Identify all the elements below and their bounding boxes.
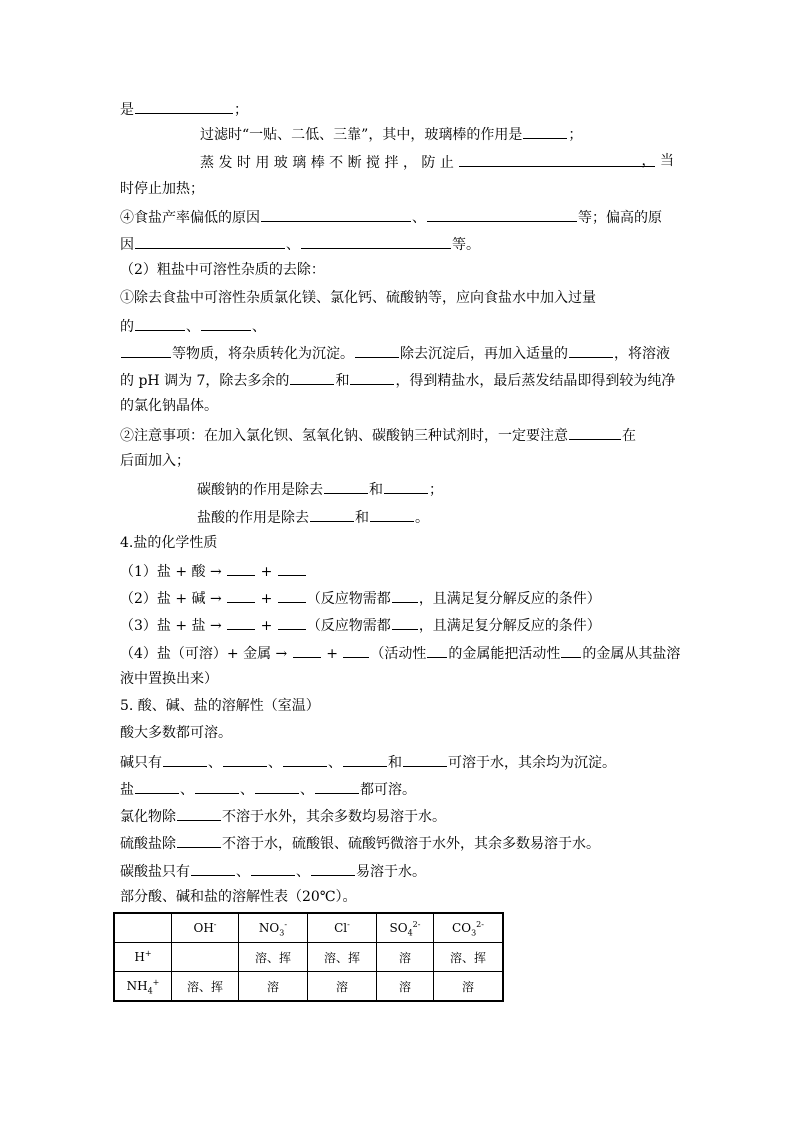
table-row-header: $NH_4^+$ (114, 972, 172, 1002)
text: 酸大多数都可溶。 (120, 725, 232, 741)
answer-blank[interactable] (343, 643, 369, 658)
text: 不溶于水外，其余多数均易溶于水。 (222, 809, 446, 825)
text: ， 当 (641, 153, 674, 169)
text: 蒸 发 时 用 玻 璃 棒 不 断 搅 拌 ， 防 止 (200, 155, 454, 171)
text: 、 (252, 319, 266, 335)
answer-blank[interactable] (315, 779, 359, 794)
answer-blank[interactable] (293, 643, 321, 658)
line-30 (120, 888, 356, 906)
answer-blank[interactable] (163, 752, 207, 767)
answer-blank[interactable] (370, 507, 414, 522)
table-cell: 溶、挥 (172, 972, 239, 1002)
answer-blank[interactable] (569, 425, 621, 440)
line-26 (120, 779, 416, 799)
table-row-header: H+ (114, 943, 172, 972)
text: 碳酸钠的作用是除去 (197, 482, 323, 498)
text: 是 (120, 102, 134, 118)
line-2 (200, 124, 582, 144)
line-16 (197, 507, 429, 527)
answer-blank[interactable] (427, 207, 577, 222)
text: 后面加入； (120, 453, 190, 469)
answer-blank[interactable] (223, 752, 267, 767)
text: 、 (328, 755, 342, 771)
table-cell (172, 943, 239, 972)
answer-blank[interactable] (459, 152, 655, 167)
text: 液中置换出来） (120, 671, 218, 687)
answer-blank[interactable] (121, 343, 171, 358)
text: （2）盐 + 碱 → (120, 591, 222, 607)
answer-blank[interactable] (283, 752, 327, 767)
answer-blank[interactable] (310, 507, 354, 522)
text: 硫酸盐除 (120, 836, 176, 852)
line-3-end (642, 152, 674, 170)
answer-blank[interactable] (251, 861, 295, 876)
line-9 (120, 316, 266, 336)
text: 、 (412, 210, 426, 226)
text: （2）粗盐中可溶性杂质的去除： (120, 262, 325, 278)
answer-blank[interactable] (343, 752, 387, 767)
table-cell: 溶、挥 (434, 943, 504, 972)
text: + (326, 646, 338, 662)
text: 和 (388, 755, 402, 771)
table-header-cell: $NO_3^-$ (239, 913, 308, 943)
line-19 (120, 588, 601, 608)
text: ，且满足复分解反应的条件） (418, 618, 601, 634)
text: 、 (186, 319, 200, 335)
text: ； (568, 127, 583, 143)
table-cell: 溶 (377, 943, 434, 972)
answer-blank[interactable] (301, 234, 451, 249)
text: （反应物需都 (306, 591, 391, 607)
text: 、 (286, 237, 300, 253)
text: 5. 酸、碱、盐的溶解性（室温） (120, 698, 320, 714)
table-header-cell: OH- (172, 913, 239, 943)
line-29 (120, 861, 426, 881)
text: 都可溶。 (360, 782, 416, 798)
text: 和 (355, 510, 369, 526)
text: ，将溶液 (614, 346, 670, 362)
text: + (260, 618, 273, 634)
answer-blank[interactable] (135, 234, 285, 249)
table-row (114, 972, 503, 1002)
text: 过滤时“一贴、二低、三靠”，其中，玻璃棒的作用是 (200, 127, 523, 143)
answer-blank[interactable] (324, 479, 368, 494)
answer-blank[interactable] (392, 615, 418, 630)
answer-blank[interactable] (427, 643, 447, 658)
text: ，且满足复分解反应的条件） (418, 591, 601, 607)
line-23 (120, 697, 320, 715)
answer-blank[interactable] (355, 343, 399, 358)
line-22 (120, 670, 218, 688)
text: + (260, 591, 273, 607)
text: 的金属能把活动性 (448, 646, 561, 662)
answer-blank[interactable] (278, 615, 306, 630)
answer-blank[interactable] (201, 316, 251, 331)
text: 、 (268, 755, 282, 771)
line-11 (120, 370, 675, 390)
answer-blank[interactable] (278, 561, 306, 576)
text: 的 pH 调为 7，除去多余的 (120, 373, 290, 389)
table-cell: 溶 (239, 972, 308, 1002)
text: 等。 (452, 237, 480, 253)
answer-blank[interactable] (278, 588, 306, 603)
answer-blank[interactable] (392, 588, 418, 603)
text: + (260, 564, 273, 580)
text: 、 (208, 755, 222, 771)
line-5 (120, 207, 662, 227)
text: ； (429, 482, 443, 498)
line-18 (120, 561, 307, 581)
text: （1）盐 + 酸 → (120, 564, 222, 580)
table-header-cell: $CO_3^{2-}$ (434, 913, 504, 943)
text: ②注意事项：在加入氯化钡、氢氧化钠、碳酸钠三种试剂时，一定要注意 (120, 428, 568, 444)
solubility-table (113, 912, 504, 1002)
answer-blank[interactable] (135, 99, 233, 114)
line-14 (120, 452, 190, 470)
answer-blank[interactable] (177, 806, 221, 821)
table-header-cell: Cl- (308, 913, 377, 943)
line-27 (120, 806, 446, 826)
table-cell: 溶 (377, 972, 434, 1002)
text: 、 (296, 864, 310, 880)
text: 的 (120, 319, 134, 335)
line-25 (120, 752, 616, 772)
text: 的金属从其盐溶 (582, 646, 681, 662)
text: 和 (369, 482, 383, 498)
answer-blank[interactable] (177, 833, 221, 848)
text: 部分酸、碱和盐的溶解性表（20℃）。 (120, 889, 357, 905)
table-row (114, 943, 503, 972)
line-7 (120, 261, 325, 279)
text: 因 (120, 237, 134, 253)
line-13 (120, 425, 636, 445)
line-12 (120, 397, 218, 415)
text: 时停止加热； (120, 181, 204, 197)
table-cell: 溶 (434, 972, 504, 1002)
line-28 (120, 833, 600, 853)
text: 盐 (120, 782, 134, 798)
table-cell: 溶、挥 (239, 943, 308, 972)
table-cell: 溶 (308, 972, 377, 1002)
line-20 (120, 615, 601, 635)
text: 和 (335, 373, 350, 389)
answer-blank[interactable] (290, 370, 334, 385)
text: 不溶于水，硫酸银、硫酸钙微溶于水外，其余多数易溶于水。 (222, 836, 600, 852)
answer-blank[interactable] (350, 370, 394, 385)
text: 4.盐的化学性质 (120, 535, 218, 551)
answer-blank[interactable] (191, 861, 235, 876)
text: ④食盐产率偏低的原因 (120, 210, 260, 226)
line-3 (200, 152, 656, 172)
answer-blank[interactable] (261, 207, 411, 222)
answer-blank[interactable] (569, 343, 613, 358)
text: 除去沉淀后，再加入适量的 (400, 346, 568, 362)
line-1 (120, 99, 248, 119)
line-6 (120, 234, 480, 254)
answer-blank[interactable] (227, 588, 255, 603)
table-header-cell: $SO_4^{2-}$ (377, 913, 434, 943)
answer-blank[interactable] (384, 479, 428, 494)
text: ，得到精盐水，最后蒸发结晶即得到较为纯净 (395, 373, 676, 389)
table-header-row (114, 913, 503, 943)
answer-blank[interactable] (135, 316, 185, 331)
line-10 (120, 343, 670, 363)
answer-blank[interactable] (195, 779, 239, 794)
answer-blank[interactable] (227, 615, 255, 630)
table-cell: 溶、挥 (308, 943, 377, 972)
line-17 (120, 534, 217, 552)
text: 、 (240, 782, 254, 798)
text: ①除去食盐中可溶性杂质氯化镁、氯化钙、硫酸钠等，应向食盐水中加入过量 (120, 290, 596, 306)
text: 等物质，将杂质转化为沉淀。 (172, 346, 354, 362)
answer-blank[interactable] (561, 643, 581, 658)
text: 。 (415, 510, 429, 526)
text: 等；偏高的原 (578, 210, 662, 226)
line-8 (120, 289, 596, 307)
text: （反应物需都 (306, 618, 391, 634)
text: 易溶于水。 (356, 864, 426, 880)
answer-blank[interactable] (523, 124, 567, 139)
line-4 (120, 180, 204, 198)
text: 在 (622, 428, 636, 444)
answer-blank[interactable] (403, 752, 447, 767)
text: 的氯化钠晶体。 (120, 398, 218, 414)
text: 氯化物除 (120, 809, 176, 825)
line-24 (120, 724, 232, 742)
answer-blank[interactable] (227, 561, 255, 576)
answer-blank[interactable] (135, 779, 179, 794)
text: 、 (300, 782, 314, 798)
answer-blank[interactable] (255, 779, 299, 794)
line-21 (120, 643, 680, 663)
table-corner-cell (114, 913, 172, 943)
text: 、 (236, 864, 250, 880)
text: （3）盐 + 盐 → (120, 618, 222, 634)
text: 碳酸盐只有 (120, 864, 190, 880)
text: 可溶于水，其余均为沉淀。 (448, 755, 616, 771)
text: 、 (180, 782, 194, 798)
line-15 (197, 479, 443, 499)
answer-blank[interactable] (311, 861, 355, 876)
text: ； (234, 102, 248, 118)
text: （活动性 (370, 646, 427, 662)
text: （4）盐（可溶）+ 金属 → (120, 646, 288, 662)
text: 碱只有 (120, 755, 162, 771)
text: 盐酸的作用是除去 (197, 510, 309, 526)
